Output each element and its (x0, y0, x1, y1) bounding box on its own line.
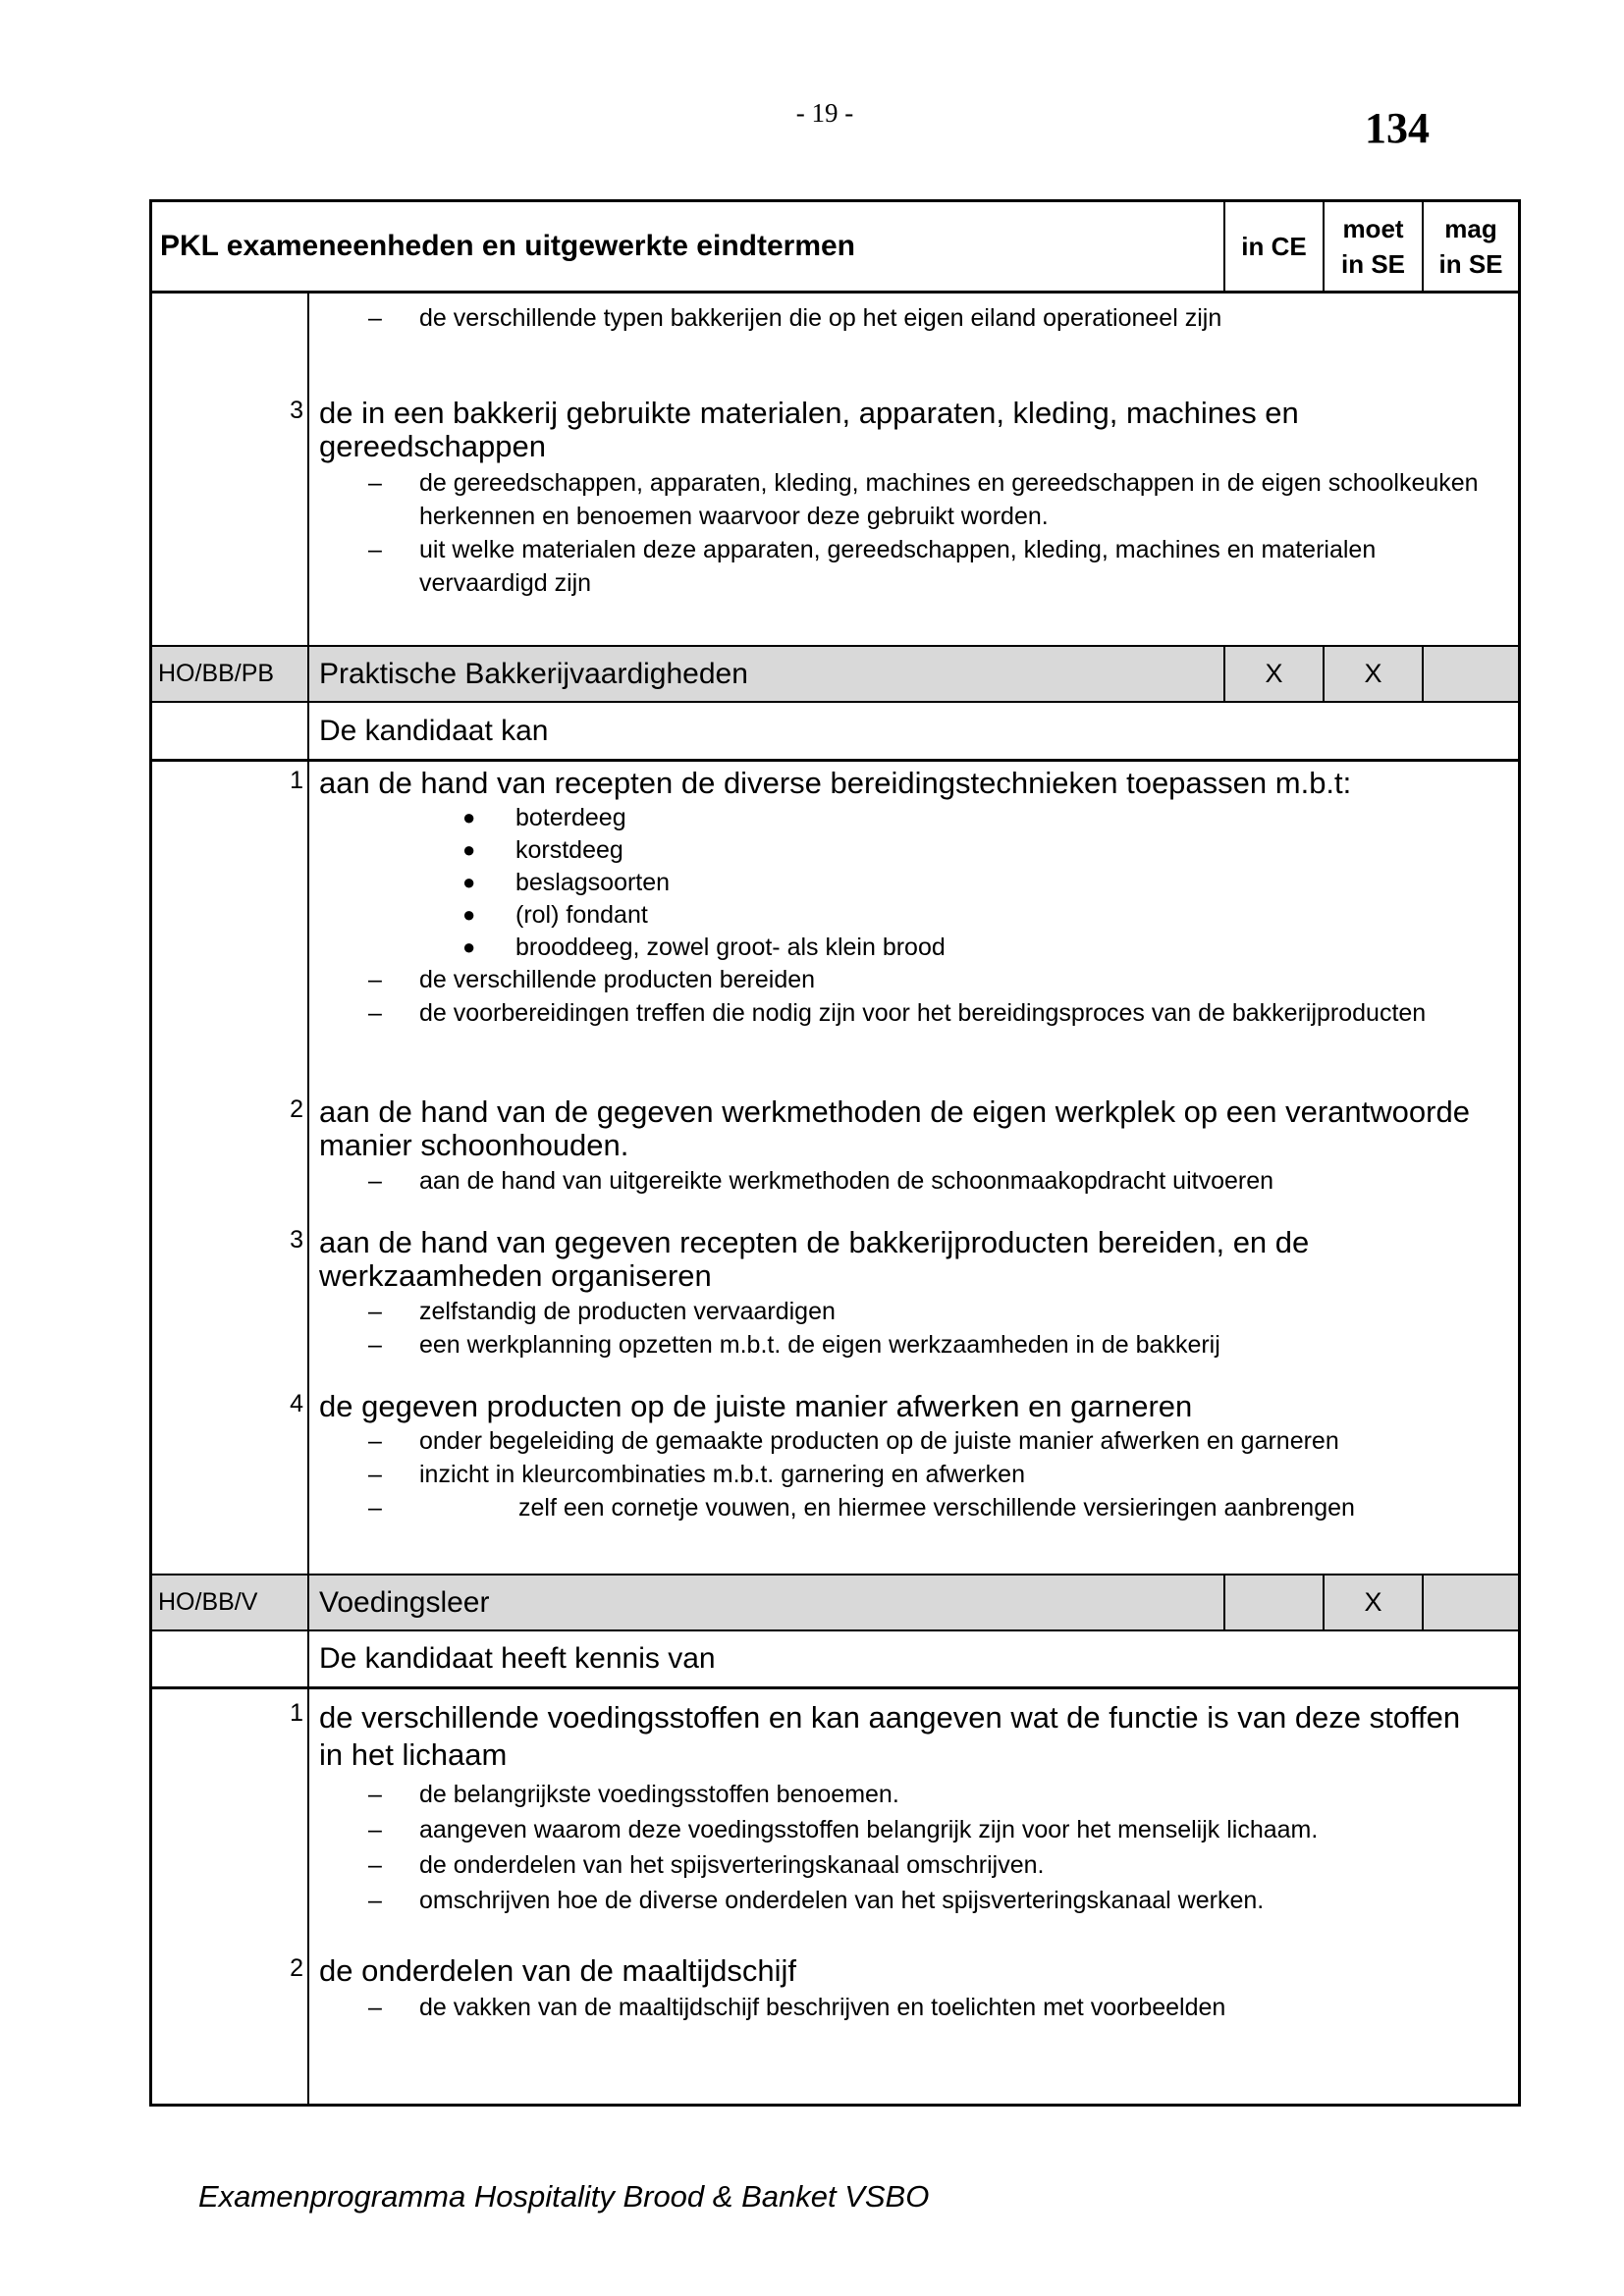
item-heading: de verschillende voedingsstoffen en kan aangeven wat de functie is van deze stoffen in het lichaam (319, 1700, 1461, 1772)
exam-table (149, 199, 1521, 2107)
sub-text: de verschillende typen bakkerijen die op het eigen eiland operationeel zijn (419, 304, 1222, 332)
sub-text: de onderdelen van het spijsverteringskanaal omschrijven. (419, 1851, 1045, 1879)
divider (307, 703, 309, 759)
col-moet-line1: moet (1342, 214, 1404, 243)
dash-icon: – (368, 304, 382, 332)
section-name: Praktische Bakkerijvaardigheden (319, 657, 748, 690)
document-footer: Examenprogramma Hospitality Brood & Banket VSBO (198, 2179, 930, 2214)
bullet-icon: ● (462, 837, 476, 862)
bullet-icon: ● (462, 870, 476, 894)
dash-icon: – (368, 1461, 382, 1488)
bullet-text: boterdeeg (515, 804, 626, 831)
item-heading: de in een bakkerij gebruikte materialen, apparaten, kleding, machines en gereedschappen (319, 396, 1299, 463)
sub-text: aan de hand van uitgereikte werkmethoden de schoonmaakopdracht uitvoeren (419, 1167, 1274, 1195)
dash-icon: – (368, 1298, 382, 1325)
divider (307, 1575, 309, 1629)
sub-text: een werkplanning opzetten m.b.t. de eigen werkzaamheden in de bakkerij (419, 1331, 1220, 1359)
dash-icon: – (368, 1494, 382, 1522)
bullet-text: korstdeeg (515, 836, 623, 864)
dash-icon: – (368, 999, 382, 1027)
item-number: 1 (290, 1699, 303, 1727)
dash-icon: – (368, 536, 382, 563)
item-number: 3 (290, 1226, 303, 1254)
sub-text: onder begeleiding de gemaakte producten op de juiste manier afwerken en garneren (419, 1427, 1339, 1455)
divider (307, 1631, 309, 1686)
sub-text: inzicht in kleurcombinaties m.b.t. garnering en afwerken (419, 1461, 1025, 1488)
intro-row (152, 1631, 1518, 1689)
table-header (152, 202, 1518, 294)
page-number: - 19 - (795, 98, 854, 128)
sub-text: zelf een cornetje vouwen, en hiermee verschillende versieringen aanbrengen (518, 1494, 1355, 1522)
continued-block (152, 294, 1518, 645)
item-number: 3 (290, 397, 303, 424)
intro-text: De kandidaat kan (319, 714, 549, 747)
section-name: Voedingsleer (319, 1585, 490, 1619)
section-pb-items (152, 762, 1518, 1574)
document-number: 134 (1365, 104, 1430, 152)
sub-text: de verschillende producten bereiden (419, 966, 816, 993)
mark-moet-in-se: X (1364, 1587, 1382, 1617)
mark-mag-in-se (1424, 647, 1518, 701)
mark-in-ce: X (1265, 659, 1283, 688)
bullet-text: beslagsoorten (515, 869, 671, 896)
col-moet-in-se (1325, 202, 1422, 291)
bullet-icon: ● (462, 902, 476, 927)
col-in-ce: in CE (1241, 232, 1307, 261)
dash-icon: – (368, 1816, 382, 1843)
sub-text: de vakken van de maaltijdschijf beschrijven en toelichten met voorbeelden (419, 1994, 1226, 2021)
dash-icon: – (368, 1331, 382, 1359)
bullet-text: (rol) fondant (515, 901, 648, 929)
mark-in-ce (1225, 1575, 1323, 1629)
sub-text: zelfstandig de producten vervaardigen (419, 1298, 836, 1325)
col-mag-line2: in SE (1438, 249, 1503, 279)
item-number: 2 (290, 1095, 303, 1123)
section-v-items (152, 1689, 1518, 2107)
mark-moet-in-se: X (1364, 659, 1382, 688)
divider (307, 647, 309, 701)
section-row-voedingsleer (152, 1574, 1518, 1631)
item-number: 1 (290, 767, 303, 794)
section-code: HO/BB/V (158, 1588, 258, 1616)
sub-text: de voorbereidingen treffen die nodig zijn voor het bereidingsproces van de bakkerijproducten (419, 999, 1427, 1027)
section-row-praktische (152, 645, 1518, 703)
intro-row (152, 703, 1518, 762)
dash-icon: – (368, 469, 382, 497)
dash-icon: – (368, 966, 382, 993)
bullet-text: brooddeeg, zowel groot- als klein brood (515, 934, 946, 961)
sub-text: omschrijven hoe de diverse onderdelen van het spijsverteringskanaal werken. (419, 1887, 1265, 1914)
dash-icon: – (368, 1781, 382, 1808)
sub-text: de gereedschappen, apparaten, kleding, machines en gereedschappen in de eigen schoolkeuken herkennen en benoemen waarvoor deze gebruikt worden. (419, 469, 1479, 530)
col-moet-line2: in SE (1340, 249, 1405, 279)
dash-icon: – (368, 1167, 382, 1195)
col-mag-in-se (1424, 202, 1518, 291)
col-mag-line1: mag (1444, 214, 1497, 243)
item-number: 2 (290, 1954, 303, 1982)
item-heading: aan de hand van recepten de diverse bereidingstechnieken toepassen m.b.t: (319, 766, 1352, 800)
dash-icon: – (368, 1427, 382, 1455)
dash-icon: – (368, 1851, 382, 1879)
bullet-icon: ● (462, 934, 476, 959)
sub-text: aangeven waarom deze voedingsstoffen belangrijk zijn voor het menselijk lichaam. (419, 1816, 1319, 1843)
item-heading: aan de hand van de gegeven werkmethoden de eigen werkplek op een verantwoorde manier schoonhouden. (319, 1095, 1470, 1162)
item-heading: de onderdelen van de maaltijdschijf (319, 1953, 796, 1988)
table-title: PKL exameneenheden en uitgewerkte eindtermen (160, 230, 856, 262)
sub-text: uit welke materialen deze apparaten, gereedschappen, kleding, machines en materialen vervaardigd zijn (419, 536, 1377, 597)
item-number: 4 (290, 1390, 303, 1417)
item-heading: aan de hand van gegeven recepten de bakkerijproducten bereiden, en de werkzaamheden organiseren (319, 1225, 1310, 1293)
dash-icon: – (368, 1994, 382, 2021)
intro-text: De kandidaat heeft kennis van (319, 1642, 716, 1675)
section-code: HO/BB/PB (158, 660, 275, 687)
item-heading: de gegeven producten op de juiste manier afwerken en garneren (319, 1389, 1193, 1423)
dash-icon: – (368, 1887, 382, 1914)
mark-mag-in-se (1424, 1575, 1518, 1629)
bullet-icon: ● (462, 805, 476, 829)
sub-text: de belangrijkste voedingsstoffen benoemen. (419, 1781, 899, 1808)
